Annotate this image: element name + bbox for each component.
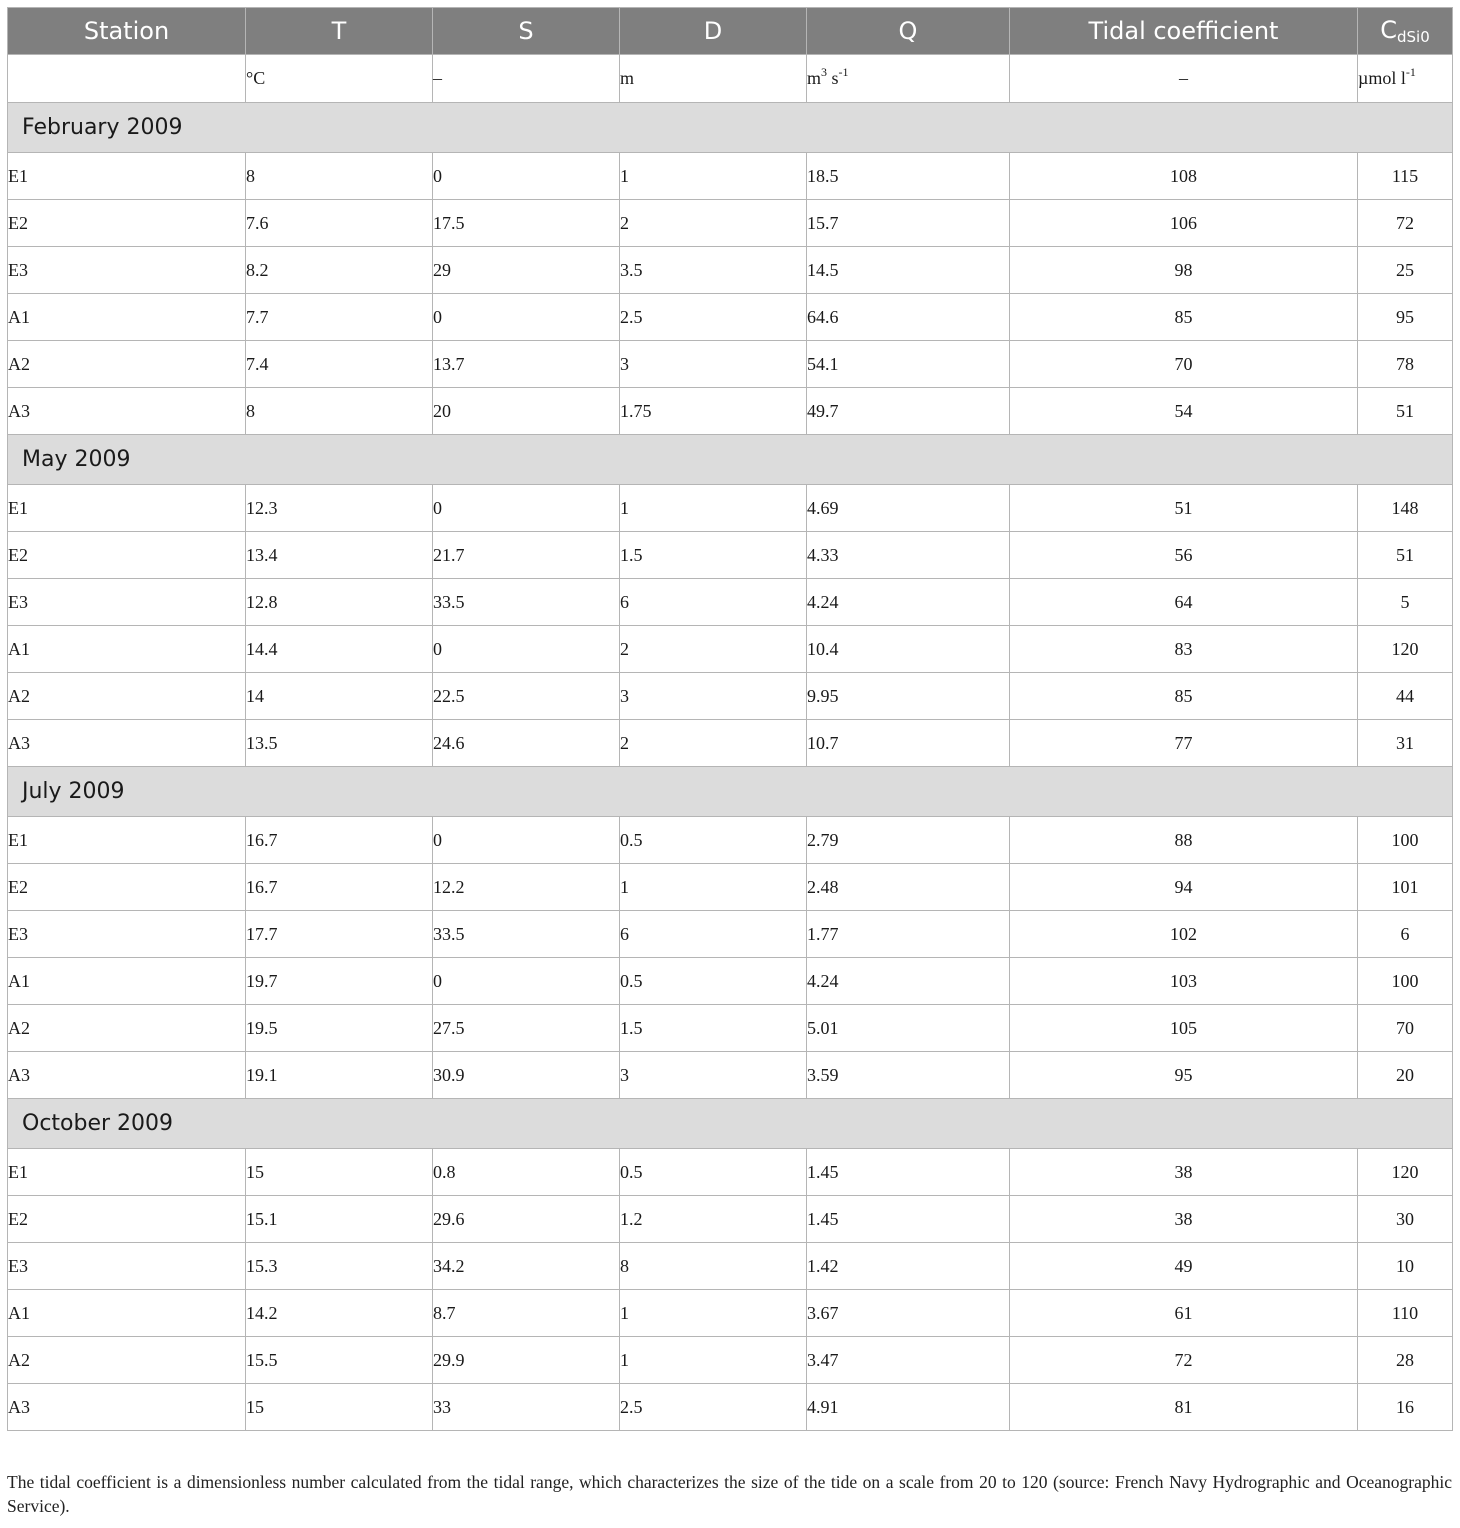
table-row bbox=[8, 1243, 1453, 1290]
cell-station: A3 bbox=[8, 388, 246, 435]
cell-station: A1 bbox=[8, 626, 246, 673]
cell-temperature: 13.4 bbox=[246, 532, 433, 579]
cell-temperature: 14.4 bbox=[246, 626, 433, 673]
cell-tidal-coefficient: 106 bbox=[1010, 200, 1358, 247]
cell-depth: 1.5 bbox=[620, 532, 807, 579]
cell-concentration: 20 bbox=[1358, 1052, 1453, 1099]
cell-station: A1 bbox=[8, 1290, 246, 1337]
cell-station: E2 bbox=[8, 864, 246, 911]
header-depth: D bbox=[620, 8, 807, 55]
cell-discharge: 1.45 bbox=[807, 1149, 1010, 1196]
cell-tidal-coefficient: 61 bbox=[1010, 1290, 1358, 1337]
cell-temperature: 14.2 bbox=[246, 1290, 433, 1337]
cell-concentration: 30 bbox=[1358, 1196, 1453, 1243]
cell-discharge: 49.7 bbox=[807, 388, 1010, 435]
cell-concentration: 101 bbox=[1358, 864, 1453, 911]
cell-depth: 0.5 bbox=[620, 958, 807, 1005]
cell-tidal-coefficient: 81 bbox=[1010, 1384, 1358, 1431]
cell-station: E3 bbox=[8, 911, 246, 958]
cell-salinity: 29.9 bbox=[433, 1337, 620, 1384]
cell-depth: 1 bbox=[620, 1290, 807, 1337]
cell-depth: 3 bbox=[620, 341, 807, 388]
section-header-row bbox=[8, 103, 1453, 153]
unit-q-mid: s bbox=[827, 68, 839, 88]
cell-discharge: 2.48 bbox=[807, 864, 1010, 911]
table-row bbox=[8, 626, 1453, 673]
cell-salinity: 0 bbox=[433, 485, 620, 532]
cell-temperature: 8.2 bbox=[246, 247, 433, 294]
cell-discharge: 15.7 bbox=[807, 200, 1010, 247]
unit-temperature: °C bbox=[246, 55, 433, 103]
cell-tidal-coefficient: 94 bbox=[1010, 864, 1358, 911]
section-header-row bbox=[8, 1099, 1453, 1149]
cell-salinity: 29 bbox=[433, 247, 620, 294]
section-header-row bbox=[8, 767, 1453, 817]
table-row bbox=[8, 1290, 1453, 1337]
cell-discharge: 4.24 bbox=[807, 579, 1010, 626]
cell-discharge: 3.59 bbox=[807, 1052, 1010, 1099]
cell-concentration: 120 bbox=[1358, 626, 1453, 673]
header-concentration-sub: dSi0 bbox=[1397, 28, 1430, 46]
cell-salinity: 0 bbox=[433, 817, 620, 864]
cell-concentration: 100 bbox=[1358, 817, 1453, 864]
cell-salinity: 17.5 bbox=[433, 200, 620, 247]
table-row bbox=[8, 1196, 1453, 1243]
cell-depth: 3 bbox=[620, 673, 807, 720]
cell-concentration: 72 bbox=[1358, 200, 1453, 247]
cell-temperature: 15.5 bbox=[246, 1337, 433, 1384]
cell-discharge: 5.01 bbox=[807, 1005, 1010, 1052]
cell-temperature: 15.3 bbox=[246, 1243, 433, 1290]
cell-temperature: 16.7 bbox=[246, 817, 433, 864]
cell-depth: 2 bbox=[620, 626, 807, 673]
cell-temperature: 13.5 bbox=[246, 720, 433, 767]
cell-salinity: 24.6 bbox=[433, 720, 620, 767]
cell-depth: 1 bbox=[620, 485, 807, 532]
cell-depth: 0.5 bbox=[620, 817, 807, 864]
cell-concentration: 70 bbox=[1358, 1005, 1453, 1052]
cell-station: A2 bbox=[8, 673, 246, 720]
cell-concentration: 16 bbox=[1358, 1384, 1453, 1431]
cell-concentration: 110 bbox=[1358, 1290, 1453, 1337]
table-container bbox=[7, 7, 1452, 1431]
cell-temperature: 17.7 bbox=[246, 911, 433, 958]
cell-temperature: 19.5 bbox=[246, 1005, 433, 1052]
table-row bbox=[8, 294, 1453, 341]
cell-depth: 2 bbox=[620, 720, 807, 767]
cell-station: E2 bbox=[8, 532, 246, 579]
cell-salinity: 29.6 bbox=[433, 1196, 620, 1243]
unit-salinity: – bbox=[433, 55, 620, 103]
unit-station bbox=[8, 55, 246, 103]
cell-station: A3 bbox=[8, 1052, 246, 1099]
cell-depth: 6 bbox=[620, 911, 807, 958]
unit-q-sup1: 3 bbox=[821, 65, 828, 79]
header-salinity: S bbox=[433, 8, 620, 55]
cell-concentration: 148 bbox=[1358, 485, 1453, 532]
cell-temperature: 8 bbox=[246, 153, 433, 200]
table-row bbox=[8, 153, 1453, 200]
table-row bbox=[8, 341, 1453, 388]
cell-station: A2 bbox=[8, 1005, 246, 1052]
cell-depth: 3 bbox=[620, 1052, 807, 1099]
cell-concentration: 31 bbox=[1358, 720, 1453, 767]
cell-salinity: 0 bbox=[433, 626, 620, 673]
cell-station: E1 bbox=[8, 485, 246, 532]
cell-station: A1 bbox=[8, 294, 246, 341]
cell-discharge: 4.69 bbox=[807, 485, 1010, 532]
cell-temperature: 19.7 bbox=[246, 958, 433, 1005]
cell-discharge: 1.45 bbox=[807, 1196, 1010, 1243]
table-row bbox=[8, 1337, 1453, 1384]
cell-station: E2 bbox=[8, 200, 246, 247]
cell-tidal-coefficient: 56 bbox=[1010, 532, 1358, 579]
cell-depth: 3.5 bbox=[620, 247, 807, 294]
cell-discharge: 9.95 bbox=[807, 673, 1010, 720]
cell-tidal-coefficient: 103 bbox=[1010, 958, 1358, 1005]
cell-concentration: 28 bbox=[1358, 1337, 1453, 1384]
section-label: February 2009 bbox=[8, 103, 1453, 153]
cell-discharge: 2.79 bbox=[807, 817, 1010, 864]
cell-depth: 1 bbox=[620, 864, 807, 911]
cell-concentration: 51 bbox=[1358, 388, 1453, 435]
cell-discharge: 4.33 bbox=[807, 532, 1010, 579]
cell-concentration: 51 bbox=[1358, 532, 1453, 579]
cell-discharge: 18.5 bbox=[807, 153, 1010, 200]
cell-tidal-coefficient: 83 bbox=[1010, 626, 1358, 673]
cell-tidal-coefficient: 102 bbox=[1010, 911, 1358, 958]
header-tidal-coefficient: Tidal coefficient bbox=[1010, 8, 1358, 55]
section-header-row bbox=[8, 435, 1453, 485]
cell-tidal-coefficient: 51 bbox=[1010, 485, 1358, 532]
cell-depth: 2.5 bbox=[620, 1384, 807, 1431]
cell-tidal-coefficient: 70 bbox=[1010, 341, 1358, 388]
data-table bbox=[7, 7, 1453, 1431]
cell-salinity: 33.5 bbox=[433, 579, 620, 626]
cell-station: E3 bbox=[8, 247, 246, 294]
cell-tidal-coefficient: 95 bbox=[1010, 1052, 1358, 1099]
cell-salinity: 8.7 bbox=[433, 1290, 620, 1337]
cell-depth: 2 bbox=[620, 200, 807, 247]
cell-tidal-coefficient: 64 bbox=[1010, 579, 1358, 626]
cell-salinity: 0 bbox=[433, 294, 620, 341]
cell-tidal-coefficient: 85 bbox=[1010, 294, 1358, 341]
cell-depth: 1 bbox=[620, 153, 807, 200]
cell-station: E3 bbox=[8, 579, 246, 626]
cell-tidal-coefficient: 88 bbox=[1010, 817, 1358, 864]
cell-discharge: 10.7 bbox=[807, 720, 1010, 767]
header-row bbox=[8, 8, 1453, 55]
cell-depth: 8 bbox=[620, 1243, 807, 1290]
cell-discharge: 3.67 bbox=[807, 1290, 1010, 1337]
table-row bbox=[8, 864, 1453, 911]
cell-station: A1 bbox=[8, 958, 246, 1005]
cell-temperature: 12.3 bbox=[246, 485, 433, 532]
cell-discharge: 1.77 bbox=[807, 911, 1010, 958]
cell-station: A2 bbox=[8, 341, 246, 388]
section-label: May 2009 bbox=[8, 435, 1453, 485]
cell-concentration: 10 bbox=[1358, 1243, 1453, 1290]
cell-discharge: 10.4 bbox=[807, 626, 1010, 673]
table-row bbox=[8, 673, 1453, 720]
cell-discharge: 54.1 bbox=[807, 341, 1010, 388]
cell-temperature: 8 bbox=[246, 388, 433, 435]
cell-temperature: 16.7 bbox=[246, 864, 433, 911]
cell-station: E1 bbox=[8, 1149, 246, 1196]
cell-depth: 2.5 bbox=[620, 294, 807, 341]
table-row bbox=[8, 388, 1453, 435]
table-row bbox=[8, 485, 1453, 532]
cell-depth: 1.2 bbox=[620, 1196, 807, 1243]
cell-temperature: 15 bbox=[246, 1384, 433, 1431]
header-concentration-base: C bbox=[1380, 16, 1397, 44]
table-footnote: The tidal coefficient is a dimensionless number calculated from the tidal range, which characterizes the size of the tide on a scale from 20 to 120 (source: French Navy Hydrographic and Oceanographic Service). bbox=[7, 1472, 1452, 1516]
cell-temperature: 7.4 bbox=[246, 341, 433, 388]
table-row bbox=[8, 1005, 1453, 1052]
unit-discharge bbox=[807, 55, 1010, 103]
table-row bbox=[8, 1149, 1453, 1196]
table-row bbox=[8, 1052, 1453, 1099]
cell-depth: 1 bbox=[620, 1337, 807, 1384]
cell-depth: 1.75 bbox=[620, 388, 807, 435]
cell-temperature: 12.8 bbox=[246, 579, 433, 626]
cell-station: A2 bbox=[8, 1337, 246, 1384]
cell-salinity: 0 bbox=[433, 153, 620, 200]
cell-temperature: 15 bbox=[246, 1149, 433, 1196]
cell-salinity: 27.5 bbox=[433, 1005, 620, 1052]
header-temperature: T bbox=[246, 8, 433, 55]
cell-salinity: 33.5 bbox=[433, 911, 620, 958]
header-concentration bbox=[1358, 8, 1453, 55]
cell-depth: 0.5 bbox=[620, 1149, 807, 1196]
unit-c-sup: -1 bbox=[1405, 65, 1416, 79]
cell-tidal-coefficient: 105 bbox=[1010, 1005, 1358, 1052]
cell-salinity: 12.2 bbox=[433, 864, 620, 911]
cell-salinity: 20 bbox=[433, 388, 620, 435]
cell-discharge: 1.42 bbox=[807, 1243, 1010, 1290]
cell-station: A3 bbox=[8, 720, 246, 767]
cell-tidal-coefficient: 108 bbox=[1010, 153, 1358, 200]
cell-concentration: 120 bbox=[1358, 1149, 1453, 1196]
table-row bbox=[8, 532, 1453, 579]
header-discharge: Q bbox=[807, 8, 1010, 55]
cell-tidal-coefficient: 38 bbox=[1010, 1149, 1358, 1196]
cell-tidal-coefficient: 38 bbox=[1010, 1196, 1358, 1243]
table-row bbox=[8, 911, 1453, 958]
cell-temperature: 19.1 bbox=[246, 1052, 433, 1099]
unit-tidal: – bbox=[1010, 55, 1358, 103]
cell-salinity: 34.2 bbox=[433, 1243, 620, 1290]
cell-temperature: 7.7 bbox=[246, 294, 433, 341]
cell-station: E1 bbox=[8, 817, 246, 864]
units-row bbox=[8, 55, 1453, 103]
section-label: October 2009 bbox=[8, 1099, 1453, 1149]
cell-salinity: 21.7 bbox=[433, 532, 620, 579]
cell-tidal-coefficient: 54 bbox=[1010, 388, 1358, 435]
cell-station: A3 bbox=[8, 1384, 246, 1431]
cell-discharge: 64.6 bbox=[807, 294, 1010, 341]
cell-station: E3 bbox=[8, 1243, 246, 1290]
cell-salinity: 0 bbox=[433, 958, 620, 1005]
unit-c-base: µmol l bbox=[1358, 68, 1406, 88]
cell-concentration: 115 bbox=[1358, 153, 1453, 200]
cell-salinity: 33 bbox=[433, 1384, 620, 1431]
cell-salinity: 0.8 bbox=[433, 1149, 620, 1196]
cell-temperature: 7.6 bbox=[246, 200, 433, 247]
cell-depth: 6 bbox=[620, 579, 807, 626]
cell-concentration: 95 bbox=[1358, 294, 1453, 341]
cell-concentration: 25 bbox=[1358, 247, 1453, 294]
cell-tidal-coefficient: 72 bbox=[1010, 1337, 1358, 1384]
cell-discharge: 4.91 bbox=[807, 1384, 1010, 1431]
cell-discharge: 4.24 bbox=[807, 958, 1010, 1005]
cell-discharge: 3.47 bbox=[807, 1337, 1010, 1384]
table-row bbox=[8, 817, 1453, 864]
unit-concentration bbox=[1358, 55, 1453, 103]
cell-concentration: 100 bbox=[1358, 958, 1453, 1005]
table-row bbox=[8, 958, 1453, 1005]
section-label: July 2009 bbox=[8, 767, 1453, 817]
cell-salinity: 13.7 bbox=[433, 341, 620, 388]
table-row bbox=[8, 1384, 1453, 1431]
cell-temperature: 14 bbox=[246, 673, 433, 720]
cell-concentration: 5 bbox=[1358, 579, 1453, 626]
cell-temperature: 15.1 bbox=[246, 1196, 433, 1243]
cell-salinity: 22.5 bbox=[433, 673, 620, 720]
cell-depth: 1.5 bbox=[620, 1005, 807, 1052]
table-row bbox=[8, 720, 1453, 767]
unit-depth: m bbox=[620, 55, 807, 103]
cell-tidal-coefficient: 49 bbox=[1010, 1243, 1358, 1290]
cell-tidal-coefficient: 85 bbox=[1010, 673, 1358, 720]
header-station: Station bbox=[8, 8, 246, 55]
cell-station: E1 bbox=[8, 153, 246, 200]
cell-tidal-coefficient: 77 bbox=[1010, 720, 1358, 767]
cell-concentration: 6 bbox=[1358, 911, 1453, 958]
cell-tidal-coefficient: 98 bbox=[1010, 247, 1358, 294]
unit-q-sup2: -1 bbox=[838, 65, 849, 79]
cell-salinity: 30.9 bbox=[433, 1052, 620, 1099]
table-row bbox=[8, 579, 1453, 626]
unit-q-base: m bbox=[807, 68, 822, 88]
table-row bbox=[8, 247, 1453, 294]
table-row bbox=[8, 200, 1453, 247]
cell-discharge: 14.5 bbox=[807, 247, 1010, 294]
cell-station: E2 bbox=[8, 1196, 246, 1243]
cell-concentration: 78 bbox=[1358, 341, 1453, 388]
cell-concentration: 44 bbox=[1358, 673, 1453, 720]
